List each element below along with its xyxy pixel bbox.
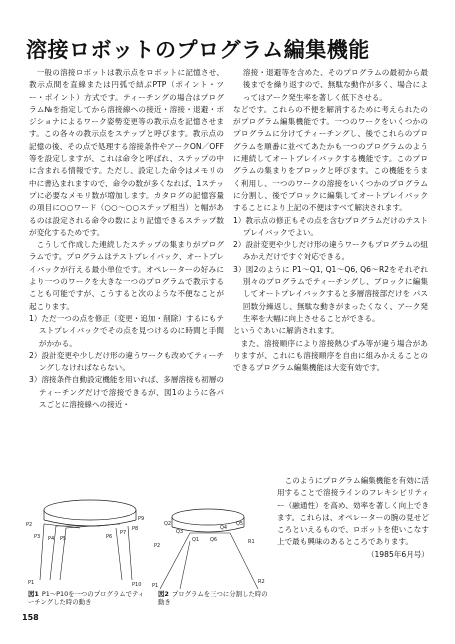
list-item: 1）教示点の修正もその点を含むプログラムだけのテストプレイバックでよい。 [233,215,428,237]
point-label: R2 [258,579,265,585]
point-label: P2 [26,522,33,528]
point-label: Q6 [210,537,218,543]
figure-1-caption [28,590,148,606]
figure-number: 図2 [158,590,169,598]
paragraph: 溶接・退避等を含めた、そのプログラムの最初から最後までを繰り返すので、無駄な動作が多く、場合によってはアーク発生率を著しく低下させる。 [242,68,428,102]
figure-1-diagram [20,490,150,590]
right-column [233,67,428,374]
issue-signature: （1985年6月号） [366,549,429,559]
point-label: P10 [132,582,142,588]
list-item: 2）設計変更や少しだけ形の違うワークもプログラムの組みかえだけですぐ対応できる。 [233,240,428,262]
list-item: 3）図2のように P1～Q1, Q1～Q6, Q6～R2をそれぞれ別々のプログラムでティーチングし、ブロックに編集してオートプレイバックすると多層溶接部だけを パス回数分繰返し、無駄な動きがまったくなく、アーク発生率を大幅に向上させることができる。 [233,264,428,323]
figure-1 [20,490,150,590]
point-label: Q3 [176,529,184,535]
paragraph: また、溶接順序により溶接熱ひずみ等が違う場合がありますが、これにも溶接順序を自由に組みかえることのできるプログラム編集機能は大変有効です。 [233,338,428,373]
point-label: Q2 [164,521,172,527]
point-label: P9 [138,516,145,522]
paragraph: こうして作成した連続したステップの集まりがプログラムです。プログラムはテストプレイバック、オートプレイバックが行える最小単位です。オペレーターの好みにより一つのワークを大きな一つのプログラムで教示することも可能ですが、こうすると次のような不便なことが起こります。 [29,240,224,311]
page-title: 溶接ロボットのプログラム編集機能 [26,38,370,62]
figure-2 [150,505,275,593]
point-label: P6 [106,534,113,540]
closing-block [277,475,429,561]
point-label: P1 [152,583,159,589]
point-label: R1 [248,539,255,545]
caption-text: プログラムを三つに分割した時の動き [158,590,268,606]
figure-2-diagram [150,505,275,593]
point-label: P1 [28,580,35,586]
figure-2-caption [158,590,268,606]
point-label: Q5 [236,521,244,527]
point-label: Q4 [220,525,228,531]
point-label: P7 [120,530,127,536]
point-label: Q1 [192,537,200,543]
list-item: 3）溶接条件自動設定機能を用いれば、多層溶接も初層のティーチングだけで溶接できるが、図1のように各パスごとに溶接線への接近・ [29,375,224,410]
point-label: P4 [48,536,55,542]
list-item: 1）ただ一つの点を修正（変更・追加・削除）するにもテストプレイバックでその点を見つけるのに時間と手間がかかる。 [29,313,224,348]
left-column [29,67,224,411]
paragraph: 一般の溶接ロボットは教示点をロボットに記憶させ、教示点間を直線または円弧で結ぶPTP（ポイント・ツー・ポイント）方式です。ティーチングの場合はプログラム№を指定してから溶接線への接近・溶接・退避・ポジショナによるワーク姿勢変更等の教示点を記憶させます。この各々の教示点をステップと呼びます。教示点の記憶の後、その点で処理する溶接条件やアークON／OFF等を設定しますが、これは命令と呼ばれ、ステップの中に含まれる情報です。ただし、設定した命令はメモリの中に書込まれますので、命令の数が多くなれば、1ステップに必要なメモリ数が増加します。カタログの記憶容量の項目に○○ワード（○○～○○ステップ相当）と幅があるのは設定される命令の数により記憶できるステップ数が変化するためです。 [29,68,224,237]
paragraph: というぐあいに解消されます。 [233,326,339,336]
point-label: P2 [154,543,161,549]
point-label: P8 [132,526,139,532]
caption-text: P1～P10を一つのプログラムでティーチングした時の動き [28,590,145,606]
paragraph: などです。これらの不便を解消するために考えられたのがプログラム編集機能です。一つのワークをいくつかのプログラムに分けてティーチングし、後でこれらのプログラムを順番に並べてあたかも一つのプログラムのように連続してオートプレイバックする機能です。このプログラムの集まりをブロックと呼びます。この機能をうまく利用し、一つのワークの溶接をいくつかのプログラムに分割し、後でブロックに編集してオートプレイバックすることにより上記の不便はすべて解決されます。 [233,104,428,213]
point-label: P3 [34,534,41,540]
closing-paragraph: このようにプログラム編集機能を有効に活用することで溶接ラインのフレキシビリティー（融通性）を高め、効率を著しく向上できます。これらは、オペレーターの腕の見せどころといえるもので、ロボットを使いこなす上で最も興味のあるところであります。 [277,476,429,547]
figure-number: 図1 [28,590,39,598]
page-number: 158 [22,613,39,622]
point-label: P5 [60,536,67,542]
list-item: 2）設計変更や少しだけ形の違うワークも改めてティーチングしなければならない。 [29,350,224,373]
